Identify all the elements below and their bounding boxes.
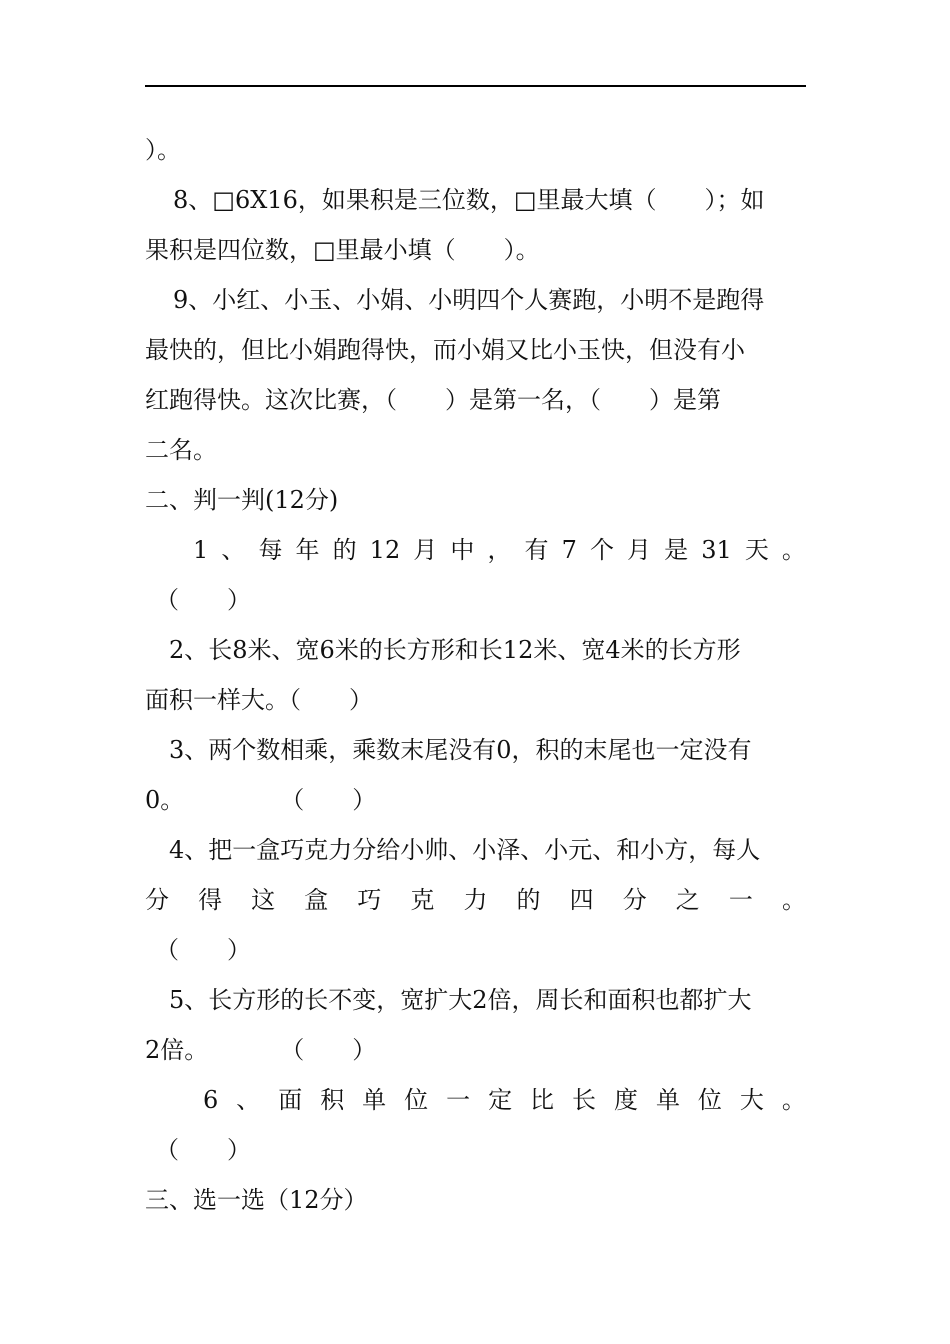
char: 之 — [675, 886, 700, 914]
question-9-line-2: 最快的，但比小娟跑得快，而小娟又比小玉快，但没有小 — [145, 336, 745, 364]
char: 7 — [561, 536, 577, 564]
char: 12 — [369, 536, 401, 564]
char: 月 — [627, 536, 652, 564]
char: 的 — [516, 886, 541, 914]
char: 。 — [781, 886, 806, 914]
char: 有 — [524, 536, 549, 564]
char: 得 — [198, 886, 223, 914]
char: 6 — [203, 1086, 219, 1114]
char: 1 — [193, 536, 209, 564]
char: 天 — [744, 536, 769, 564]
judge-5-line-2: 2倍。 （ ） — [145, 1036, 377, 1064]
char: 积 — [320, 1086, 345, 1114]
char: 力 — [463, 886, 488, 914]
char: 。 — [781, 1086, 806, 1114]
judge-4-line-2 — [145, 875, 806, 925]
answer-parentheses: （ ） — [155, 936, 251, 964]
char: 一 — [728, 886, 753, 914]
char: 是 — [664, 536, 689, 564]
judge-6-line-1 — [145, 1075, 806, 1125]
judge-3-line-1: 3、两个数相乘，乘数末尾没有0，积的末尾也一定没有 — [169, 736, 752, 764]
char: 分 — [622, 886, 647, 914]
question-8-line-2: 果积是四位数，□里最小填（ ）。 — [145, 236, 540, 264]
header-rule — [145, 85, 806, 87]
char: 定 — [488, 1086, 513, 1114]
judge-4-line-1: 4、把一盒巧克力分给小帅、小泽、小元、和小方，每人 — [169, 836, 761, 864]
answer-parentheses: （ ） — [155, 1136, 251, 1164]
char: 的 — [332, 536, 357, 564]
judge-1-line-1 — [145, 525, 806, 575]
char: 位 — [697, 1086, 722, 1114]
char: 个 — [589, 536, 614, 564]
char: 巧 — [357, 886, 382, 914]
char: 31 — [701, 536, 732, 564]
char: ， — [487, 536, 512, 564]
char: 克 — [410, 886, 435, 914]
char: 年 — [295, 536, 320, 564]
char: 这 — [251, 886, 276, 914]
question-8-line-1: 8、□6X16，如果积是三位数，□里最大填（ ）；如 — [173, 186, 765, 214]
section-2-heading: 二、判一判(12分) — [145, 486, 339, 514]
section-3-heading: 三、选一选（12分） — [145, 1186, 368, 1214]
char: 分 — [145, 886, 169, 914]
char: 每 — [258, 536, 283, 564]
char: 盒 — [304, 886, 329, 914]
question-9-line-4: 二名。 — [145, 436, 217, 464]
judge-5-line-1: 5、长方形的长不变，宽扩大2倍，周长和面积也都扩大 — [169, 986, 752, 1014]
char: 。 — [781, 536, 806, 564]
question-9-line-1: 9、小红、小玉、小娟、小明四个人赛跑，小明不是跑得 — [173, 286, 765, 314]
char: 大 — [739, 1086, 764, 1114]
char: 面 — [278, 1086, 303, 1114]
char: 单 — [655, 1086, 680, 1114]
char: 位 — [404, 1086, 429, 1114]
char: 比 — [530, 1086, 555, 1114]
char: 中 — [450, 536, 475, 564]
char: 、 — [221, 536, 246, 564]
text-line: ）。 — [145, 136, 181, 164]
judge-2-line-1: 2、长8米、宽6米的长方形和长12米、宽4米的长方形 — [169, 636, 741, 664]
judge-2-line-2: 面积一样大。（ ） — [145, 686, 373, 714]
char: 一 — [446, 1086, 471, 1114]
question-9-line-3: 红跑得快。这次比赛，（ ）是第一名，（ ）是第 — [145, 386, 721, 414]
char: 四 — [569, 886, 594, 914]
judge-3-line-2: 0。 （ ） — [145, 786, 377, 814]
char: 、 — [236, 1086, 261, 1114]
char: 长 — [572, 1086, 596, 1114]
char: 单 — [362, 1086, 387, 1114]
answer-parentheses: （ ） — [155, 586, 251, 614]
char: 度 — [613, 1086, 638, 1114]
char: 月 — [413, 536, 438, 564]
